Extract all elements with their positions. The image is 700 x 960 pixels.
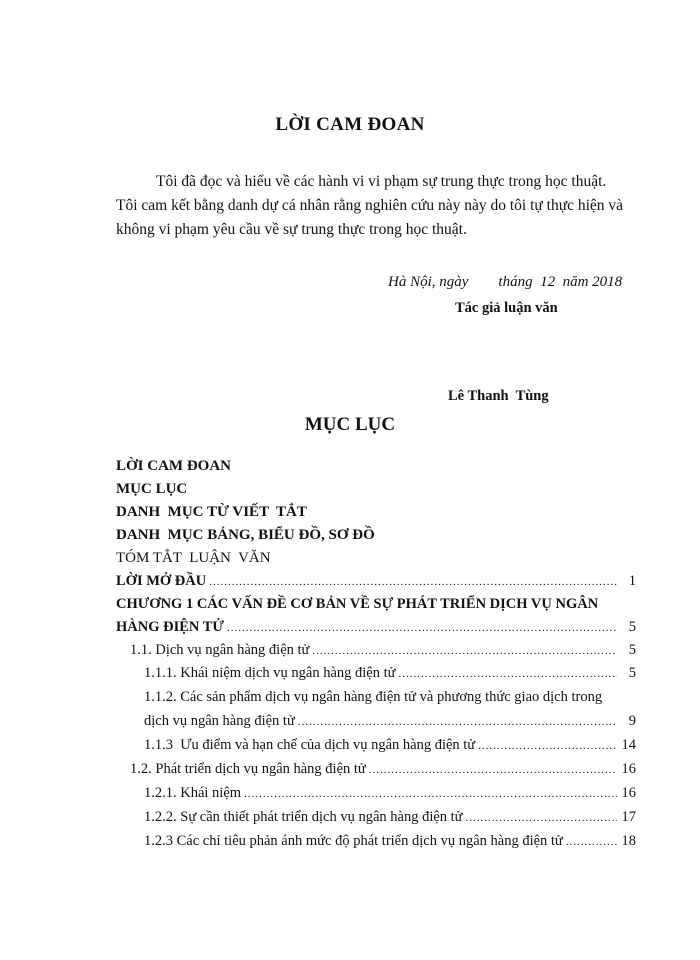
- toc-entry-1-2: [130, 758, 636, 780]
- toc-title: MỤC LỤC: [304, 414, 396, 435]
- dot-leader: [566, 831, 617, 853]
- toc-item-declaration: LỜI CAM ĐOAN: [116, 458, 231, 474]
- toc-entry-page: 5: [628, 642, 636, 658]
- toc-entry-label: 1.2.2. Sự cần thiết phát triển dịch vụ ngân hàng điện tử: [144, 809, 463, 825]
- toc-entry-page: 16: [621, 785, 636, 801]
- toc-entry-label: HÀNG ĐIỆN TỬ: [116, 619, 224, 635]
- toc-entry-label: 1.1.3 Ưu điểm và hạn chế của dịch vụ ngân hàng điện tử: [144, 737, 476, 753]
- toc-entry-1-2-2: [144, 806, 636, 828]
- dot-leader: [312, 640, 617, 662]
- toc-entry-1-1-2: [144, 710, 636, 732]
- author-name: Lê Thanh Tùng: [448, 388, 549, 404]
- dot-leader: [478, 735, 617, 757]
- toc-entry-label: 1.1.1. Khái niệm dịch vụ ngân hàng điện tử: [144, 665, 396, 681]
- toc-item-tables-figures: DANH MỤC BẢNG, BIỂU ĐỒ, SƠ ĐỒ: [116, 527, 375, 543]
- declaration-text-line-3: không vi phạm yêu cầu về sự trung thực trong học thuật.: [116, 221, 467, 238]
- declaration-text-line-2: Tôi cam kết bằng danh dự cá nhân rằng nghiên cứu này này do tôi tự thực hiện và: [116, 197, 624, 214]
- declaration-text-line-1: Tôi đã đọc và hiểu về các hành vi vi phạm sự trung thực trong học thuật.: [156, 173, 607, 190]
- toc-entry-1-1: [130, 639, 636, 661]
- toc-entry-page: 1: [628, 573, 636, 589]
- toc-chapter-1-line-1: CHƯƠNG 1 CÁC VẤN ĐỀ CƠ BẢN VỀ SỰ PHÁT TRIỂN DỊCH VỤ NGÂN: [116, 596, 599, 612]
- dot-leader: [209, 571, 617, 593]
- toc-chapter-1: [116, 616, 636, 638]
- toc-entry-page: 17: [621, 809, 636, 825]
- toc-entry-1-1-3: [144, 734, 636, 756]
- toc-entry-1-1-2-line-1: 1.1.2. Các sản phẩm dịch vụ ngân hàng điện tử và phương thức giao dịch trong: [144, 689, 603, 705]
- toc-entry-page: 5: [628, 665, 636, 681]
- toc-entry-page: 5: [628, 619, 636, 635]
- dot-leader: [466, 807, 617, 829]
- toc-item-contents: MỤC LỤC: [116, 481, 188, 497]
- toc-entry-1-1-1: [144, 662, 636, 684]
- toc-entry-1-2-1: [144, 782, 636, 804]
- toc-entry-label: LỜI MỞ ĐẦU: [116, 573, 207, 589]
- author-role: Tác giả luận văn: [455, 300, 558, 316]
- toc-entry-page: 16: [621, 761, 636, 777]
- place-date: Hà Nội, ngày tháng 12 năm 2018: [388, 274, 623, 290]
- dot-leader: [227, 617, 617, 639]
- toc-entry-label: 1.2. Phát triển dịch vụ ngân hàng điện tử: [130, 761, 366, 777]
- dot-leader: [298, 711, 617, 733]
- toc-entry-label: 1.1. Dịch vụ ngân hàng điện tử: [130, 642, 310, 658]
- toc-entry-label: dịch vụ ngân hàng điện tử: [144, 713, 295, 729]
- toc-entry-page: 18: [621, 833, 636, 849]
- declaration-title: LỜI CAM ĐOAN: [275, 114, 425, 135]
- toc-item-abbreviations: DANH MỤC TỪ VIẾT TẮT: [116, 504, 307, 520]
- toc-entry-page: 14: [621, 737, 636, 753]
- dot-leader: [244, 783, 617, 805]
- toc-entry-1-2-3: [144, 830, 636, 852]
- dot-leader: [369, 759, 617, 781]
- toc-entry-page: 9: [628, 713, 636, 729]
- toc-item-summary: TÓM TẮT LUẬN VĂN: [116, 550, 271, 566]
- dot-leader: [399, 663, 618, 685]
- toc-entry-label: 1.2.3 Các chỉ tiêu phản ánh mức độ phát triển dịch vụ ngân hàng điện tử: [144, 833, 563, 849]
- toc-entry-introduction: [116, 570, 636, 592]
- toc-entry-label: 1.2.1. Khái niệm: [144, 785, 242, 801]
